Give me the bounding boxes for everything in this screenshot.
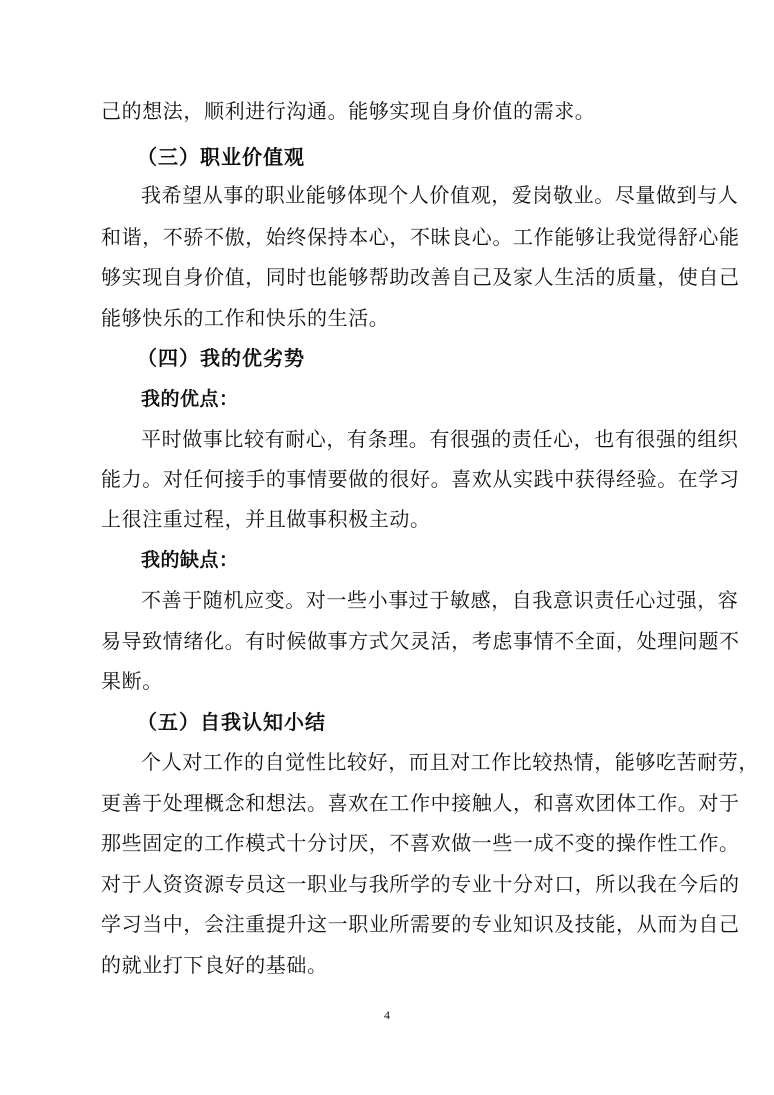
body-line: 上很注重过程，并且做事积极主动。	[101, 507, 431, 531]
section-heading: （三）职业价值观	[137, 145, 305, 169]
body-line: 对于人资资源专员这一职业与我所学的专业十分对口，所以我在今后的	[101, 872, 740, 896]
body-line: 那些固定的工作模式十分讨厌，不喜欢做一些一成不变的操作性工作。	[101, 831, 740, 855]
body-line: 不善于随机应变。对一些小事过于敏感，自我意识责任心过强，容	[141, 588, 739, 612]
body-line: 我希望从事的职业能够体现个人价值观，爱岗敬业。尽量做到与人	[141, 183, 739, 207]
body-line: 易导致情绪化。有时候做事方式欠灵活，考虑事情不全面，处理问题不	[101, 629, 740, 653]
page-number: 4	[384, 1008, 390, 1022]
subheading: 我的缺点：	[141, 549, 239, 571]
body-line: 够实现自身价值，同时也能够帮助改善自己及家人生活的质量，使自己	[101, 265, 740, 289]
body-line: 学习当中，会注重提升这一职业所需要的专业知识及技能，从而为自己	[101, 912, 740, 936]
body-line: 平时做事比较有耐心，有条理。有很强的责任心，也有很强的组织	[141, 427, 739, 451]
body-line: 果断。	[101, 669, 163, 693]
body-line: 的就业打下良好的基础。	[101, 953, 328, 977]
body-line: 个人对工作的自觉性比较好，而且对工作比较热情，能够吃苦耐劳，	[141, 750, 759, 774]
body-line: 能够快乐的工作和快乐的生活。	[101, 306, 390, 330]
subheading: 我的优点：	[141, 388, 239, 410]
section-heading: （四）我的优劣势	[137, 346, 305, 370]
body-line: 和谐，不骄不傲，始终保持本心，不昧良心。工作能够让我觉得舒心能	[101, 225, 740, 249]
body-line: 能力。对任何接手的事情要做的很好。喜欢从实践中获得经验。在学习	[101, 467, 740, 491]
section-heading: （五）自我认知小结	[137, 710, 326, 734]
body-line: 己的想法，顺利进行沟通。能够实现自身价值的需求。	[101, 99, 596, 123]
body-line: 更善于处理概念和想法。喜欢在工作中接触人，和喜欢团体工作。对于	[101, 791, 740, 815]
